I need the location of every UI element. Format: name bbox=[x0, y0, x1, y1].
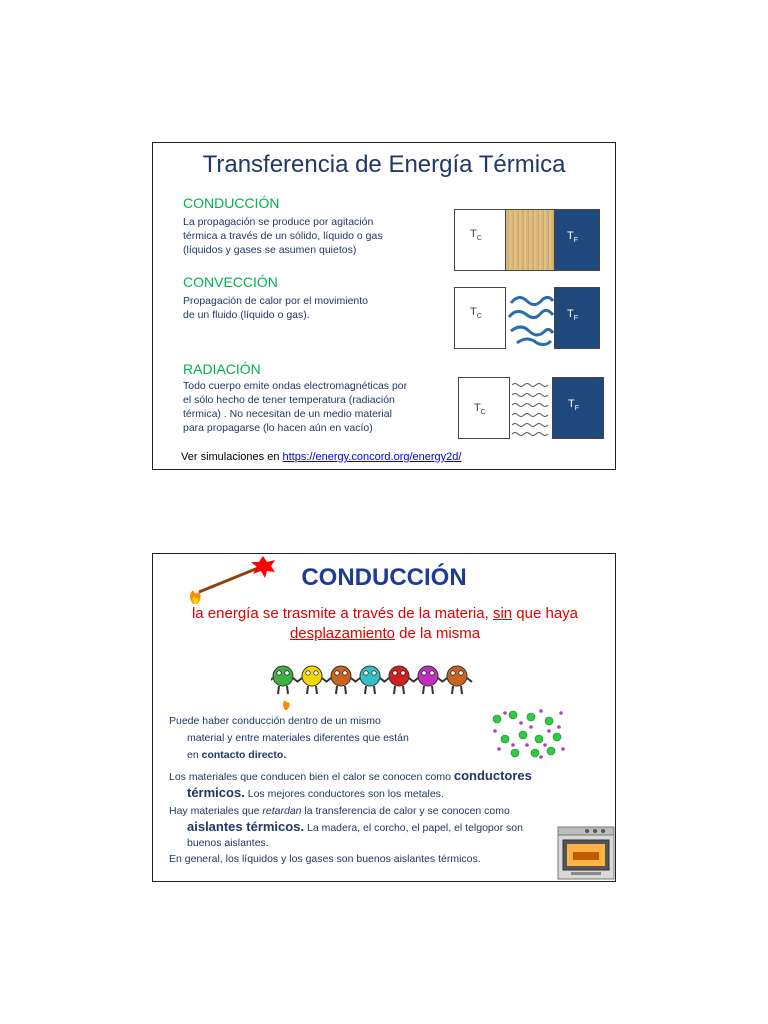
text-line: Propagación de calor por el movimiento bbox=[183, 295, 369, 307]
character-figure bbox=[384, 666, 414, 694]
electron-particle bbox=[539, 709, 543, 713]
electron-particle bbox=[547, 729, 551, 733]
character-figure bbox=[297, 666, 327, 694]
text-line: La propagación se produce por agitación bbox=[183, 216, 374, 228]
text-line: Hay materiales que retardan la transferencia de calor y se conocen como bbox=[169, 805, 510, 817]
text-line: Todo cuerpo emite ondas electromagnéticas por bbox=[183, 380, 408, 392]
electron-particle bbox=[539, 755, 543, 759]
text-line: térmicos. Los mejores conductores son los metales. bbox=[187, 785, 444, 800]
electron-particle bbox=[511, 743, 515, 747]
text-line: buenos aislantes. bbox=[187, 837, 269, 849]
atom-particle bbox=[547, 747, 555, 755]
electron-particle bbox=[525, 743, 529, 747]
text-line: el sólo hecho de tener temperatura (radiación bbox=[183, 394, 395, 406]
heading-radiacion: RADIACIÓN bbox=[183, 361, 261, 377]
slide-conduction bbox=[152, 553, 616, 882]
heading-conduccion: CONDUCCIÓN bbox=[183, 195, 280, 211]
cold-block bbox=[554, 287, 600, 349]
text-radiacion bbox=[183, 379, 407, 435]
text-line: en contacto directo. bbox=[187, 749, 287, 761]
subtitle-text: la energía se trasmite a través de la materia, bbox=[191, 605, 493, 622]
radiation-waves-icon bbox=[510, 379, 552, 437]
text-conduccion bbox=[183, 215, 383, 257]
cold-block bbox=[552, 377, 604, 439]
subtitle-underlined: sin bbox=[492, 605, 513, 622]
paragraph-fluids: En general, los líquidos y los gases son buenos aislantes térmicos. bbox=[169, 853, 481, 865]
text-line: térmica a través de un sólido, líquido o gas bbox=[183, 230, 383, 242]
text-line: Los materiales que conducen bien el calor se conocen como conductores bbox=[169, 768, 532, 783]
text-line: para propagarse (lo hacen aún en vacío) bbox=[183, 422, 373, 434]
electron-particle bbox=[559, 711, 563, 715]
t-cold-label: $T_F$ bbox=[567, 308, 579, 323]
hot-block bbox=[454, 209, 506, 271]
solid-medium bbox=[505, 209, 555, 271]
text-line: Puede haber conducción dentro de un mismo bbox=[169, 715, 381, 727]
particles-characters-icon bbox=[271, 656, 481, 710]
sim-text: Ver simulaciones en bbox=[181, 451, 283, 463]
simulations-note bbox=[181, 451, 461, 463]
t-hot-label: $T_C$ bbox=[470, 306, 482, 321]
subtitle-text: de la misma bbox=[395, 625, 481, 642]
electron-particle bbox=[561, 747, 565, 751]
slide2-subtitle bbox=[163, 604, 607, 644]
text-line: térmica) . No necesitan de un medio material bbox=[183, 408, 392, 420]
slide2-title: CONDUCCIÓN bbox=[301, 564, 467, 591]
subtitle-underlined: desplazamiento bbox=[289, 625, 396, 642]
character-figure bbox=[271, 666, 298, 694]
paragraph-contact bbox=[169, 713, 489, 764]
text-line: aislantes térmicos. La madera, el corcho, el papel, el telgopor son bbox=[187, 819, 523, 834]
paragraph-insulators bbox=[169, 804, 559, 851]
text-line: material y entre materiales diferentes que están bbox=[187, 732, 409, 744]
character-figure bbox=[326, 666, 356, 694]
character-figure bbox=[442, 666, 472, 694]
text-line: (líquidos y gases se asumen quietos) bbox=[183, 244, 357, 256]
atom-particle bbox=[527, 713, 535, 721]
electron-particle bbox=[543, 743, 547, 747]
slide-energy-transfer bbox=[152, 142, 616, 470]
particle-lattice-icon bbox=[491, 709, 567, 759]
t-cold-label: $T_F$ bbox=[567, 230, 579, 245]
fluid-wave-icon bbox=[507, 289, 555, 349]
text-conveccion bbox=[183, 294, 368, 322]
electron-particle bbox=[497, 747, 501, 751]
character-figure bbox=[413, 666, 443, 694]
atom-particle bbox=[511, 749, 519, 757]
hot-block bbox=[458, 377, 510, 439]
atom-particle bbox=[531, 749, 539, 757]
electron-particle bbox=[557, 725, 561, 729]
atom-particle bbox=[519, 731, 527, 739]
hot-block bbox=[454, 287, 506, 349]
electron-particle bbox=[529, 725, 533, 729]
atom-particle bbox=[535, 735, 543, 743]
subtitle-text: que haya bbox=[512, 605, 579, 622]
t-cold-label: $T_F$ bbox=[568, 398, 580, 413]
oven-icon bbox=[557, 826, 615, 880]
character-figure bbox=[355, 666, 385, 694]
heading-conveccion: CONVECCIÓN bbox=[183, 274, 278, 290]
sim-link[interactable]: https://energy.concord.org/energy2d/ bbox=[282, 451, 462, 463]
electron-particle bbox=[519, 721, 523, 725]
atom-particle bbox=[545, 717, 553, 725]
electron-particle bbox=[493, 729, 497, 733]
atom-particle bbox=[509, 711, 517, 719]
atom-particle bbox=[493, 715, 501, 723]
paragraph-conductors bbox=[169, 768, 609, 802]
t-hot-label: $T_C$ bbox=[474, 402, 486, 417]
text-line: de un fluido (líquido o gas). bbox=[183, 309, 310, 321]
atom-particle bbox=[553, 733, 561, 741]
electron-particle bbox=[503, 711, 507, 715]
t-hot-label: $T_C$ bbox=[470, 228, 482, 243]
cold-block bbox=[554, 209, 600, 271]
atom-particle bbox=[501, 735, 509, 743]
slide1-title: Transferencia de Energía Térmica bbox=[202, 151, 566, 178]
